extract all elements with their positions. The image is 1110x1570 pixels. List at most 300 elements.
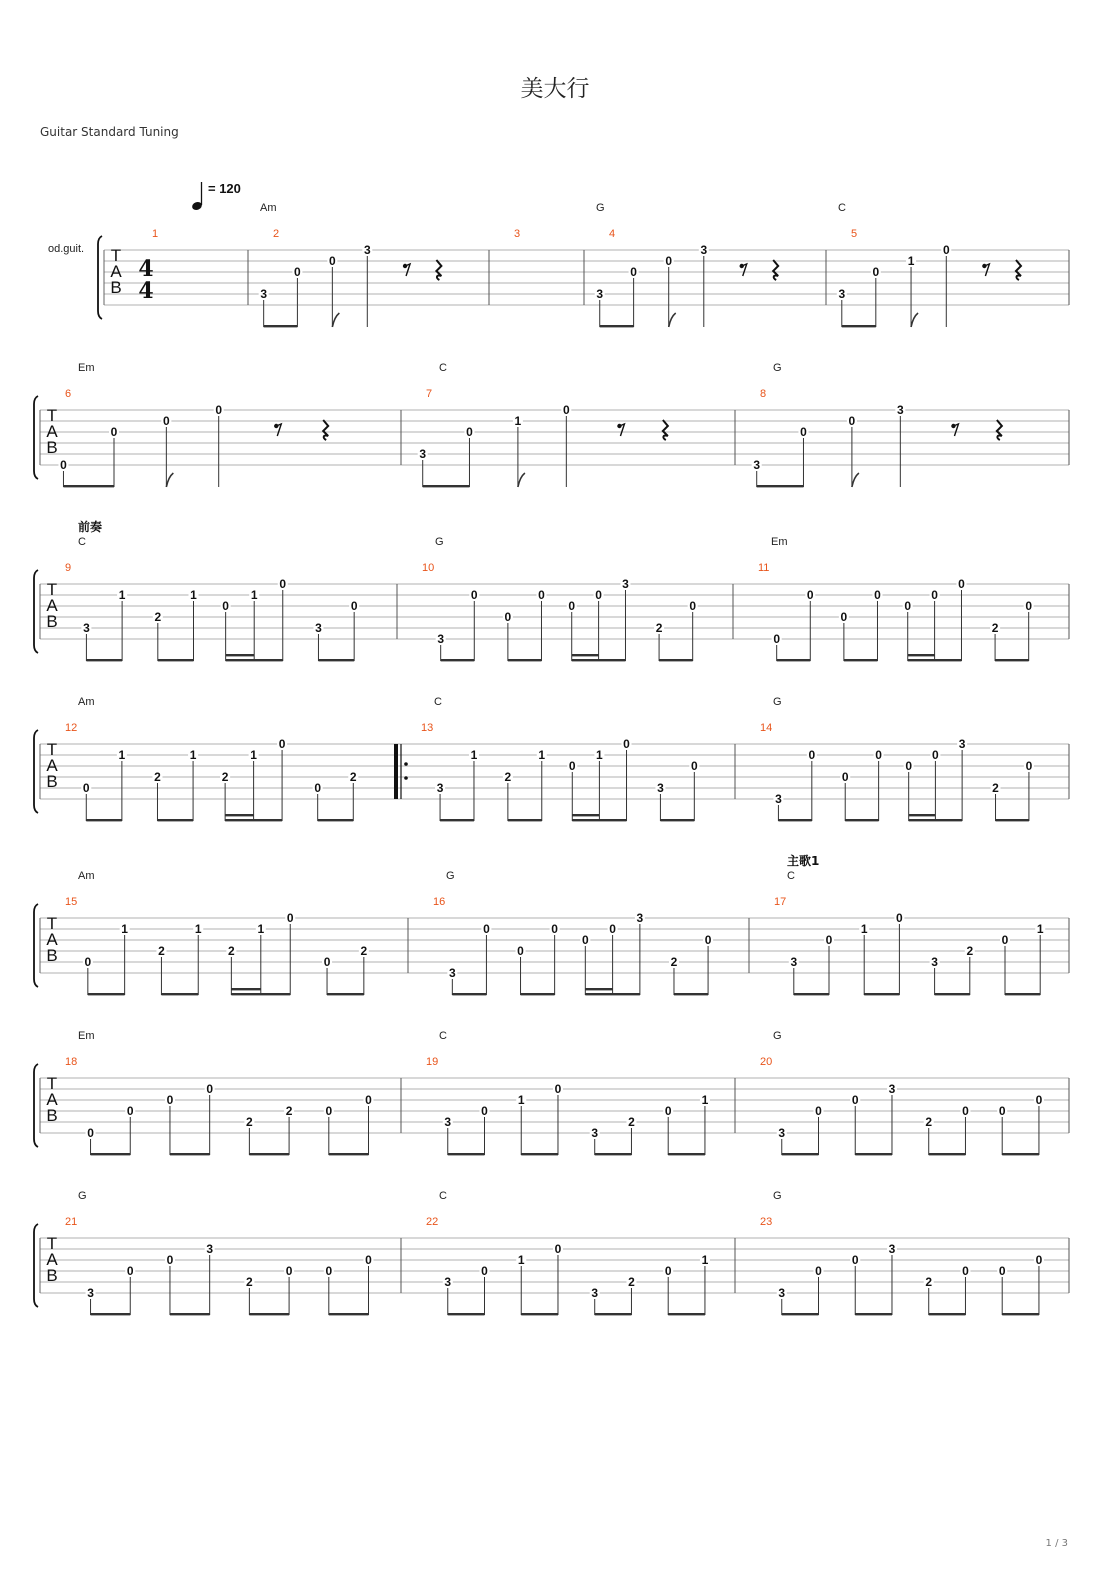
measure-number: 15 bbox=[65, 896, 78, 908]
beam bbox=[909, 819, 962, 821]
chord-name: G bbox=[435, 536, 444, 548]
beam bbox=[659, 659, 693, 661]
chord-name: C bbox=[439, 1030, 447, 1042]
quarter-rest-icon bbox=[323, 420, 328, 440]
fret-number: 0 bbox=[825, 933, 833, 947]
beam bbox=[864, 993, 899, 995]
beam bbox=[249, 1313, 289, 1315]
fret-number: 2 bbox=[925, 1115, 933, 1129]
fret-number: 0 bbox=[278, 737, 286, 751]
fret-number: 3 bbox=[436, 781, 444, 795]
measure-number: 2 bbox=[273, 228, 280, 240]
fret-number: 0 bbox=[110, 425, 118, 439]
fret-number: 1 bbox=[190, 588, 197, 602]
fret-number: 0 bbox=[517, 944, 524, 958]
fret-number: 0 bbox=[848, 414, 856, 428]
beam bbox=[521, 1153, 558, 1155]
fret-number: 3 bbox=[444, 1115, 452, 1129]
quarter-rest-icon bbox=[1016, 260, 1021, 280]
measure-number: 22 bbox=[426, 1216, 439, 1228]
fret-number: 0 bbox=[554, 1082, 562, 1096]
beam bbox=[595, 1153, 632, 1155]
note-flag bbox=[332, 313, 339, 327]
fret-number: 0 bbox=[942, 243, 950, 257]
fret-number: 0 bbox=[905, 759, 913, 773]
fret-number: 0 bbox=[323, 955, 331, 969]
fret-number: 0 bbox=[285, 1264, 293, 1278]
system-bracket bbox=[34, 1064, 38, 1147]
measure-number: 3 bbox=[514, 228, 521, 240]
beam bbox=[674, 993, 708, 995]
fret-number: 3 bbox=[753, 458, 761, 472]
beam bbox=[585, 993, 640, 995]
tab-clef-letter: T bbox=[46, 580, 58, 599]
beam bbox=[855, 1313, 892, 1315]
instrument-label: od.guit. bbox=[48, 243, 85, 255]
section-label: 前奏 bbox=[78, 520, 103, 534]
beam bbox=[225, 819, 282, 821]
fret-number: 0 bbox=[690, 759, 698, 773]
fret-number: 0 bbox=[841, 770, 849, 784]
fret-number: 0 bbox=[595, 588, 602, 602]
beam bbox=[170, 1153, 210, 1155]
fret-number: 0 bbox=[998, 1264, 1006, 1278]
beam bbox=[157, 819, 193, 821]
beam bbox=[600, 325, 634, 327]
sixteenth-beam bbox=[585, 988, 612, 990]
system-bracket bbox=[34, 904, 38, 987]
fret-number: 3 bbox=[790, 955, 798, 969]
fret-number: 0 bbox=[163, 414, 170, 428]
system-bracket bbox=[34, 570, 38, 653]
fret-number: 0 bbox=[166, 1253, 174, 1267]
fret-number: 0 bbox=[314, 781, 322, 795]
beam bbox=[845, 819, 878, 821]
fret-number: 3 bbox=[315, 621, 322, 635]
quarter-rest-icon bbox=[663, 420, 668, 440]
fret-number: 3 bbox=[87, 1286, 94, 1300]
section-label: 主歌1 bbox=[787, 854, 820, 868]
fret-number: 1 bbox=[250, 588, 258, 602]
repeat-dot bbox=[404, 776, 408, 780]
repeat-thick-bar bbox=[394, 744, 398, 799]
fret-number: 0 bbox=[1035, 1253, 1043, 1267]
fret-number: 0 bbox=[1025, 759, 1033, 773]
measure-number: 7 bbox=[426, 388, 433, 400]
beam bbox=[327, 993, 364, 995]
sixteenth-beam bbox=[572, 814, 599, 816]
measure-number: 10 bbox=[422, 562, 435, 574]
fret-number: 0 bbox=[329, 254, 336, 268]
tab-clef-letter: A bbox=[46, 422, 58, 441]
fret-number: 3 bbox=[778, 1286, 786, 1300]
fret-number: 0 bbox=[365, 1253, 372, 1267]
fret-number: 1 bbox=[596, 748, 603, 762]
fret-number: 3 bbox=[657, 781, 664, 795]
beam bbox=[908, 659, 962, 661]
beam bbox=[440, 819, 474, 821]
beam bbox=[158, 659, 194, 661]
fret-number: 0 bbox=[325, 1264, 333, 1278]
fret-number: 3 bbox=[83, 621, 90, 635]
fret-number: 0 bbox=[998, 1104, 1006, 1118]
fret-number: 3 bbox=[700, 243, 708, 257]
chord-name: G bbox=[773, 362, 782, 374]
quarter-rest-icon bbox=[773, 260, 778, 280]
fret-number: 2 bbox=[221, 770, 229, 784]
beam bbox=[572, 659, 626, 661]
beam bbox=[521, 1313, 558, 1315]
eighth-rest-icon bbox=[984, 264, 989, 276]
fret-number: 0 bbox=[815, 1104, 822, 1118]
fret-number: 0 bbox=[470, 588, 478, 602]
fret-number: 0 bbox=[630, 265, 637, 279]
tuning-label: Guitar Standard Tuning bbox=[40, 125, 179, 139]
beam bbox=[844, 659, 878, 661]
fret-number: 1 bbox=[538, 748, 546, 762]
fret-number: 0 bbox=[1035, 1093, 1043, 1107]
fret-number: 1 bbox=[517, 1253, 525, 1267]
beam bbox=[329, 1313, 369, 1315]
fret-number: 0 bbox=[623, 737, 630, 751]
beam bbox=[86, 659, 122, 661]
fret-number: 0 bbox=[365, 1093, 372, 1107]
tab-clef-letter: A bbox=[46, 596, 58, 615]
system-bracket bbox=[98, 236, 102, 319]
tab-clef-letter: A bbox=[46, 1250, 58, 1269]
beam bbox=[782, 1313, 819, 1315]
tab-clef-letter: T bbox=[46, 740, 58, 759]
beam bbox=[329, 1153, 369, 1155]
beam bbox=[91, 1153, 131, 1155]
beam bbox=[995, 659, 1029, 661]
beam bbox=[757, 485, 804, 487]
fret-number: 2 bbox=[349, 770, 357, 784]
fret-number: 0 bbox=[704, 933, 712, 947]
sixteenth-beam bbox=[572, 654, 599, 656]
beam bbox=[63, 485, 114, 487]
fret-number: 3 bbox=[448, 966, 456, 980]
fret-number: 3 bbox=[437, 632, 445, 646]
quarter-rest-icon bbox=[436, 260, 441, 280]
chord-name: Am bbox=[260, 202, 277, 214]
tab-clef-letter: T bbox=[46, 406, 58, 425]
chord-name: C bbox=[434, 696, 442, 708]
fret-number: 2 bbox=[925, 1275, 933, 1289]
fret-number: 3 bbox=[206, 1242, 214, 1256]
fret-number: 2 bbox=[991, 621, 999, 635]
fret-number: 2 bbox=[154, 610, 162, 624]
system-bracket bbox=[34, 1224, 38, 1307]
fret-number: 3 bbox=[591, 1126, 599, 1140]
measure-number: 5 bbox=[851, 228, 858, 240]
beam bbox=[249, 1153, 289, 1155]
fret-number: 0 bbox=[689, 599, 697, 613]
tab-clef-letter: T bbox=[46, 1234, 58, 1253]
chord-name: C bbox=[838, 202, 846, 214]
fret-number: 0 bbox=[126, 1264, 134, 1278]
tab-clef-letter: T bbox=[46, 914, 58, 933]
fret-number: 3 bbox=[444, 1275, 452, 1289]
fret-number: 1 bbox=[1036, 922, 1044, 936]
fret-number: 1 bbox=[189, 748, 197, 762]
chord-name: Am bbox=[78, 870, 95, 882]
measure-number: 11 bbox=[758, 562, 770, 574]
beam bbox=[929, 1153, 966, 1155]
fret-number: 0 bbox=[962, 1264, 969, 1278]
chord-name: G bbox=[773, 1190, 782, 1202]
system-bracket bbox=[34, 396, 38, 479]
beam bbox=[572, 819, 626, 821]
fret-number: 0 bbox=[568, 599, 576, 613]
fret-number: 1 bbox=[907, 254, 915, 268]
fret-number: 0 bbox=[166, 1093, 174, 1107]
fret-number: 0 bbox=[325, 1104, 333, 1118]
fret-number: 0 bbox=[60, 458, 67, 472]
beam bbox=[521, 993, 555, 995]
chord-name: G bbox=[773, 1030, 782, 1042]
beam bbox=[423, 485, 470, 487]
fret-number: 1 bbox=[194, 922, 202, 936]
note-flag bbox=[518, 473, 525, 487]
tab-clef-letter: B bbox=[46, 1266, 58, 1285]
fret-number: 2 bbox=[504, 770, 512, 784]
beam bbox=[91, 1313, 131, 1315]
beam bbox=[226, 659, 283, 661]
chord-name: G bbox=[78, 1190, 87, 1202]
beam bbox=[508, 659, 542, 661]
fret-number: 0 bbox=[840, 610, 848, 624]
fret-number: 1 bbox=[701, 1253, 709, 1267]
tab-clef-letter: T bbox=[46, 1074, 58, 1093]
measure-number: 4 bbox=[609, 228, 616, 240]
beam bbox=[782, 1153, 819, 1155]
page-number: 1 / 3 bbox=[1045, 1538, 1068, 1549]
fret-number: 3 bbox=[419, 447, 427, 461]
song-title: 美大行 bbox=[520, 76, 590, 102]
note-flag bbox=[911, 313, 918, 327]
fret-number: 0 bbox=[815, 1264, 822, 1278]
tab-clef-letter: A bbox=[46, 756, 58, 775]
fret-number: 3 bbox=[888, 1082, 896, 1096]
chord-name: G bbox=[773, 696, 782, 708]
chord-name: Em bbox=[78, 1030, 95, 1042]
fret-number: 2 bbox=[628, 1115, 635, 1129]
fret-number: 2 bbox=[670, 955, 678, 969]
repeat-dot bbox=[404, 762, 408, 766]
fret-number: 0 bbox=[931, 588, 938, 602]
measure-number: 8 bbox=[760, 388, 767, 400]
system-bracket bbox=[34, 730, 38, 813]
fret-number: 0 bbox=[279, 577, 287, 591]
fret-number: 2 bbox=[966, 944, 974, 958]
chord-name: Em bbox=[78, 362, 95, 374]
chord-name: C bbox=[439, 1190, 447, 1202]
measure-number: 23 bbox=[760, 1216, 773, 1228]
note-flag bbox=[852, 473, 859, 487]
fret-number: 3 bbox=[260, 287, 268, 301]
fret-number: 0 bbox=[215, 403, 223, 417]
fret-number: 3 bbox=[775, 792, 782, 806]
fret-number: 0 bbox=[350, 599, 358, 613]
fret-number: 0 bbox=[82, 781, 90, 795]
fret-number: 0 bbox=[554, 1242, 562, 1256]
beam bbox=[441, 659, 475, 661]
fret-number: 0 bbox=[1001, 933, 1009, 947]
fret-number: 0 bbox=[958, 577, 965, 591]
tab-clef-letter: B bbox=[46, 612, 58, 631]
beam bbox=[778, 819, 811, 821]
fret-number: 0 bbox=[609, 922, 616, 936]
fret-number: 0 bbox=[806, 588, 814, 602]
sixteenth-beam bbox=[231, 988, 260, 990]
fret-number: 1 bbox=[517, 1093, 525, 1107]
fret-number: 2 bbox=[285, 1104, 293, 1118]
beam bbox=[1002, 1313, 1039, 1315]
fret-number: 0 bbox=[87, 1126, 94, 1140]
fret-number: 0 bbox=[481, 1104, 488, 1118]
fret-number: 0 bbox=[581, 933, 589, 947]
beam bbox=[318, 659, 354, 661]
chord-name: Am bbox=[78, 696, 95, 708]
tab-clef-letter: A bbox=[46, 930, 58, 949]
fret-number: 3 bbox=[591, 1286, 599, 1300]
fret-number: 1 bbox=[470, 748, 478, 762]
fret-number: 2 bbox=[246, 1115, 253, 1129]
eighth-rest-icon bbox=[276, 424, 281, 436]
fret-number: 3 bbox=[622, 577, 629, 591]
beam bbox=[448, 1153, 485, 1155]
beam bbox=[842, 325, 876, 327]
fret-number: 0 bbox=[932, 748, 939, 762]
beam bbox=[855, 1153, 892, 1155]
beam bbox=[264, 325, 298, 327]
fret-number: 0 bbox=[664, 1264, 672, 1278]
quarter-rest-icon bbox=[997, 420, 1002, 440]
tab-clef-letter: B bbox=[46, 1106, 58, 1125]
measure-number: 14 bbox=[760, 722, 773, 734]
beam bbox=[508, 819, 542, 821]
fret-number: 3 bbox=[636, 911, 644, 925]
measure-number: 1 bbox=[152, 228, 159, 240]
beam bbox=[668, 1313, 705, 1315]
measure-number: 9 bbox=[65, 562, 72, 574]
tempo-marking: = 120 bbox=[208, 181, 241, 196]
sixteenth-beam bbox=[226, 654, 255, 656]
chord-name: C bbox=[787, 870, 795, 882]
chord-name: G bbox=[446, 870, 455, 882]
measure-number: 21 bbox=[65, 1216, 78, 1228]
fret-number: 0 bbox=[84, 955, 92, 969]
note-flag bbox=[669, 313, 676, 327]
beam bbox=[318, 819, 354, 821]
fret-number: 0 bbox=[286, 911, 294, 925]
fret-number: 2 bbox=[992, 781, 999, 795]
time-signature-top: 4 bbox=[138, 256, 154, 282]
fret-number: 3 bbox=[838, 287, 846, 301]
eighth-rest-icon bbox=[619, 424, 624, 436]
tab-clef-letter: T bbox=[110, 246, 122, 265]
fret-number: 0 bbox=[808, 748, 816, 762]
fret-number: 1 bbox=[860, 922, 868, 936]
note-flag bbox=[166, 473, 173, 487]
fret-number: 2 bbox=[360, 944, 368, 958]
fret-number: 2 bbox=[655, 621, 663, 635]
beam bbox=[161, 993, 198, 995]
fret-number: 0 bbox=[206, 1082, 214, 1096]
fret-number: 0 bbox=[664, 1104, 672, 1118]
fret-number: 1 bbox=[701, 1093, 709, 1107]
measure-number: 6 bbox=[65, 388, 72, 400]
beam bbox=[86, 819, 122, 821]
time-signature-bottom: 4 bbox=[138, 278, 154, 304]
beam bbox=[595, 1313, 632, 1315]
sixteenth-beam bbox=[909, 814, 936, 816]
beam bbox=[777, 659, 811, 661]
fret-number: 0 bbox=[483, 922, 490, 936]
fret-number: 0 bbox=[538, 588, 545, 602]
beam bbox=[794, 993, 829, 995]
tab-clef-letter: B bbox=[46, 946, 58, 965]
beam bbox=[170, 1313, 210, 1315]
beam bbox=[668, 1153, 705, 1155]
fret-number: 1 bbox=[257, 922, 265, 936]
tab-clef-letter: B bbox=[46, 772, 58, 791]
measure-number: 18 bbox=[65, 1056, 78, 1068]
beam bbox=[996, 819, 1029, 821]
beam bbox=[660, 819, 694, 821]
fret-number: 0 bbox=[551, 922, 558, 936]
tab-clef-letter: B bbox=[46, 438, 58, 457]
chord-name: C bbox=[439, 362, 447, 374]
fret-number: 1 bbox=[121, 922, 128, 936]
fret-number: 0 bbox=[773, 632, 781, 646]
measure-number: 13 bbox=[421, 722, 434, 734]
fret-number: 0 bbox=[294, 265, 301, 279]
measure-number: 16 bbox=[433, 896, 446, 908]
fret-number: 0 bbox=[962, 1104, 969, 1118]
fret-number: 2 bbox=[246, 1275, 253, 1289]
tab-clef-letter: A bbox=[46, 1090, 58, 1109]
beam bbox=[88, 993, 125, 995]
beam bbox=[929, 1313, 966, 1315]
fret-number: 0 bbox=[875, 748, 882, 762]
fret-number: 2 bbox=[628, 1275, 635, 1289]
sixteenth-beam bbox=[225, 814, 253, 816]
tab-clef-letter: B bbox=[110, 278, 122, 297]
fret-number: 0 bbox=[126, 1104, 134, 1118]
fret-number: 3 bbox=[958, 737, 966, 751]
fret-number: 0 bbox=[874, 588, 881, 602]
fret-number: 3 bbox=[778, 1126, 786, 1140]
fret-number: 0 bbox=[562, 403, 570, 417]
fret-number: 3 bbox=[896, 403, 904, 417]
fret-number: 1 bbox=[118, 748, 126, 762]
fret-number: 3 bbox=[931, 955, 938, 969]
fret-number: 3 bbox=[596, 287, 604, 301]
fret-number: 0 bbox=[665, 254, 673, 268]
beam bbox=[452, 993, 486, 995]
fret-number: 3 bbox=[363, 243, 371, 257]
chord-name: Em bbox=[771, 536, 788, 548]
fret-number: 0 bbox=[851, 1253, 859, 1267]
fret-number: 1 bbox=[250, 748, 257, 762]
beam bbox=[231, 993, 290, 995]
measure-number: 12 bbox=[65, 722, 78, 734]
fret-number: 0 bbox=[481, 1264, 488, 1278]
sixteenth-beam bbox=[908, 654, 935, 656]
fret-number: 0 bbox=[466, 425, 473, 439]
